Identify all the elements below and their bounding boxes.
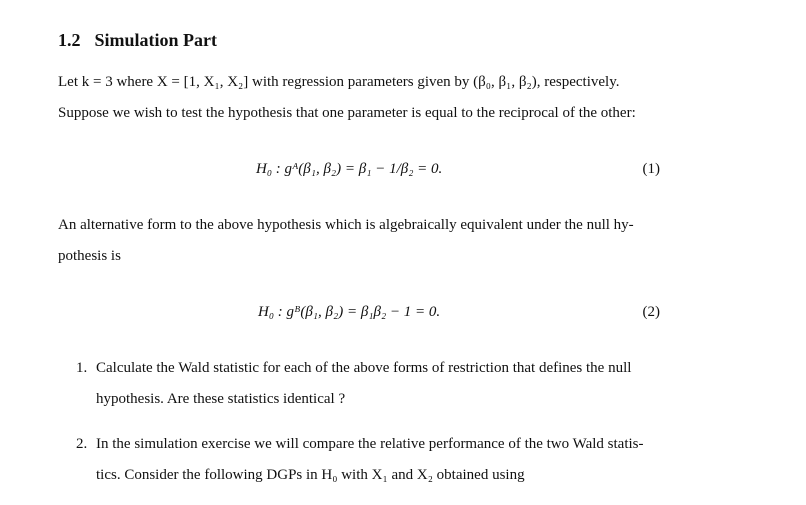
list-item-2-line2: tics. Consider the following DGPs in H₀ with X₁ and X₂ obtained using: [96, 467, 525, 483]
paragraph1-line2: Suppose we wish to test the hypothesis that one parameter is equal to the reciprocal of the other:: [58, 105, 636, 121]
paragraph1-line1: Let k = 3 where X = [1, X₁, X₂] with regression parameters given by (β₀, β₁, β₂), respectively.: [58, 74, 620, 90]
list-item-1-marker: 1.: [76, 360, 88, 376]
list-item-2-line1: In the simulation exercise we will compare the relative performance of the two Wald statis-: [96, 436, 644, 452]
list-item-1-line2: hypothesis. Are these statistics identical ?: [96, 391, 346, 407]
section-heading: [58, 30, 217, 51]
equation-2: H₀ : gᴮ(β₁, β₂) = β₁β₂ − 1 = 0.: [258, 304, 441, 320]
section-number: 1.2: [58, 30, 81, 50]
equation-1-number: (1): [642, 161, 660, 177]
list-item-1-line1: Calculate the Wald statistic for each of the above forms of restriction that defines the null: [96, 360, 632, 376]
equation-1: H₀ : gᴬ(β₁, β₂) = β₁ − 1/β₂ = 0.: [256, 161, 443, 177]
section-title: Simulation Part: [94, 30, 218, 50]
paragraph2-line2: pothesis is: [58, 248, 121, 264]
paragraph2-line1: An alternative form to the above hypothesis which is algebraically equivalent under the null hy-: [58, 217, 634, 233]
list-item-2-marker: 2.: [76, 436, 88, 452]
equation-2-number: (2): [642, 304, 660, 320]
